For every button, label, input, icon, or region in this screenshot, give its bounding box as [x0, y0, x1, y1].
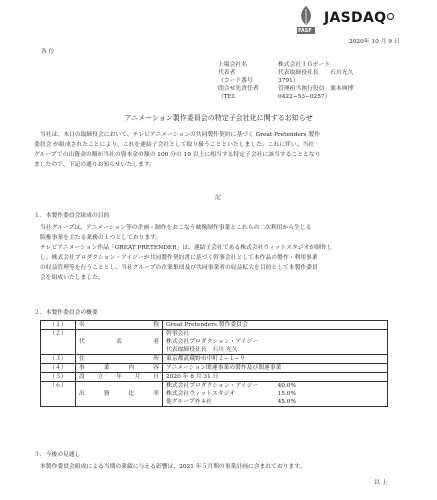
row-value: 株式会社プロダクション・アイジー 40.0% 株式会社ウィットスタジオ 15.0% 他グループ外４社 45.0% [163, 382, 388, 407]
row-value: 幹事会社 株式会社プロダクション・アイジー 代表取締役社長 石川 光久 [163, 330, 388, 355]
section1-para1-line-1: 当社グループは、アニメーション等の企画・制作をおこなう映像制作事業とこれらの二次利用から生じる [40, 225, 312, 231]
committee-overview-table [40, 320, 388, 407]
document-date: 2020年 10 月 9 日 [349, 39, 400, 45]
row-number: （５） [41, 373, 76, 382]
row-value: Great Pretenders 製作委員会 [163, 321, 388, 330]
section1-para2-line-4: 会を組成いたしました。 [40, 275, 104, 281]
document-title: アニメーション製作委員会の特定子会社化に関するお知らせ [124, 114, 313, 122]
section1-heading: １．本製作委員会組成の目的 [34, 213, 110, 219]
jasdaq-dot-icon [387, 13, 394, 20]
representative-value: 代表取締役社長 石川光久 [278, 70, 354, 76]
code-value: 3791） [278, 78, 299, 84]
listed-company-value: 株式会社ＩＧポート [278, 62, 331, 68]
section1-para2-line-3: の収益管理等を行うこととし、当社グループの企業集団及び共同事業者の収益拡大を目的として本製作委員 [40, 265, 318, 271]
table-row [41, 330, 388, 355]
section3-heading: ３．今後の見通し [34, 452, 81, 458]
row-value: 東京都武蔵野市中町２−１−９ [163, 355, 388, 364]
recipient: 各 位 [41, 49, 55, 55]
row-label-representative: 代 表 者 [76, 330, 163, 355]
row-value: アニメーション関連事業の製作及び関連事業 [163, 364, 388, 373]
closing: 以 上 [374, 480, 388, 486]
section3-para: 本製作委員会組成による当期の業績に与える影響は、2021 年５月期の事業計画に含まれております。 [40, 464, 306, 470]
contact-label: 問合せ先責任者 [218, 86, 259, 92]
section2-heading: ２．本製作委員会の概要 [34, 310, 98, 316]
fasf-logo [296, 5, 316, 35]
row-label-address: 住 所 [76, 355, 163, 364]
row-label-investment-ratio: 出 資 比 率 [76, 382, 163, 407]
listed-company-label: 上場会社名 [218, 62, 247, 68]
row-number: （１） [41, 321, 76, 330]
jasdaq-logo [324, 10, 394, 26]
row-label-name: 名 称 [76, 321, 163, 330]
intro-line-1: 当社は、本日の取締役会において、テレビアニメーションの共同製作契約に基づく Great Pretenders 製作 [40, 132, 320, 138]
section1-para2-line-2: し、株式会社プロダクション・アイジーが共同製作契約書に基づく幹事会社として本作品の製作・利用事業 [40, 255, 318, 261]
section1-para1-line-2: 版権事業を主たる業務の１つとしております。 [40, 235, 162, 241]
jasdaq-logo-text: JASDAQ [324, 10, 387, 26]
row-number: （２） [41, 330, 76, 355]
table-row [41, 382, 388, 407]
tel-label: （TEL [218, 94, 236, 100]
table-row [41, 364, 388, 373]
section1-para2-line-1: テレビアニメーション作品「GREAT PRETENDER」は、連結子会社である株式会社ウィットスタジオが制作し [40, 245, 333, 251]
row-number: （４） [41, 364, 76, 373]
table-row [41, 373, 388, 382]
row-value: 2020 年 8 月 31 日 [163, 373, 388, 382]
row-label-established: 設 立 年 月 日 [76, 373, 163, 382]
row-number: （３） [41, 355, 76, 364]
ki-heading: 記 [215, 195, 221, 201]
tel-value: 0422−53−0257） [278, 94, 331, 100]
representative-label: 代表者 [218, 70, 236, 76]
table-row [41, 321, 388, 330]
code-label: （コード番号 [218, 78, 253, 84]
intro-line-2: 委員会 が組成されたことにより、これを連結子会社として取り扱うことといたしました。これに伴い、当社 [34, 142, 315, 148]
intro-line-3: グループでの出資金の額が当社の資本金の額の 100 分の 10 以上に相当する特定子会社に該当することとなり [34, 152, 321, 158]
contact-value: 管理担当執行役員 栗本典博 [278, 86, 354, 92]
intro-line-4: ましたので、下記の通りお知らせいたします。 [34, 162, 155, 168]
table-row [41, 355, 388, 364]
row-number: （６） [41, 382, 76, 407]
row-label-business: 事 業 内 容 [76, 364, 163, 373]
fasf-logo-text: FASF [298, 28, 312, 34]
